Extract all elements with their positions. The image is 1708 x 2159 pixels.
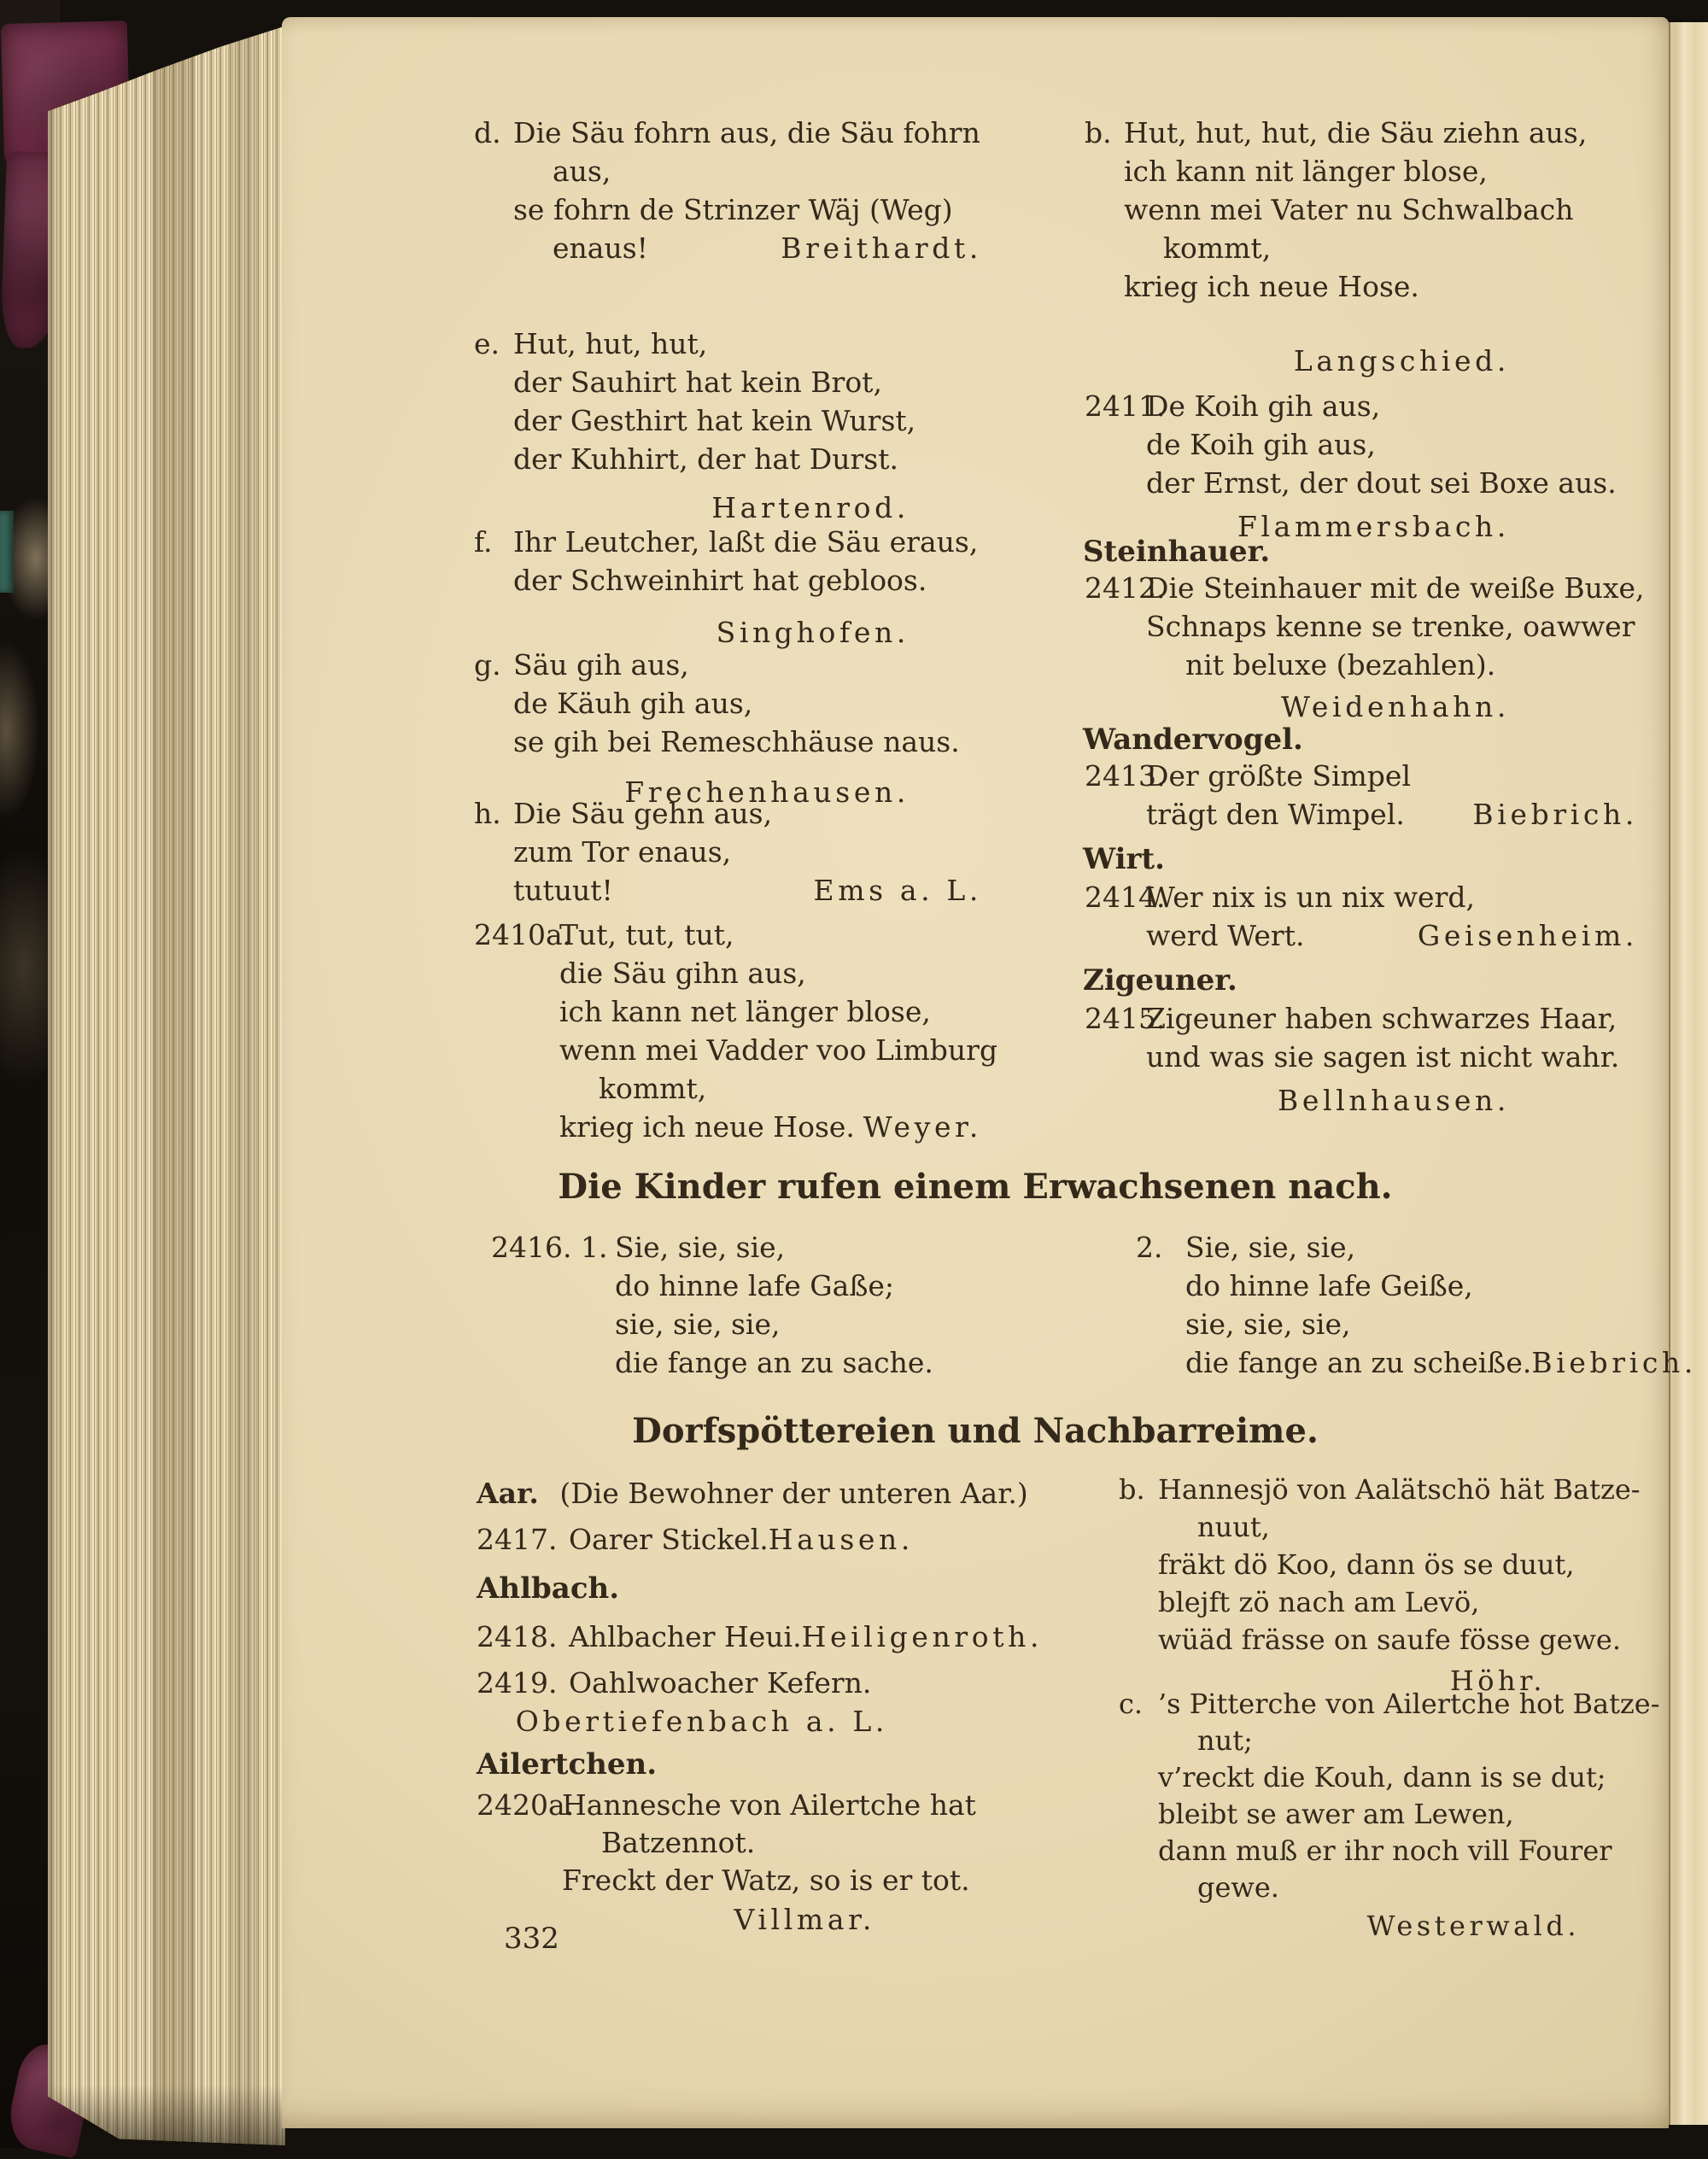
category-heading-zigeuner: Zigeuner. xyxy=(1083,963,1237,998)
poem-2410a xyxy=(474,916,998,1146)
village-poem-c xyxy=(1119,1686,1660,1945)
poem-f xyxy=(474,523,982,652)
attribution: Hausen. xyxy=(768,1523,915,1556)
poem-label: e. xyxy=(474,327,500,360)
poem-line xyxy=(1185,1343,1697,1382)
village-poem-b xyxy=(1119,1471,1640,1700)
attribution: Heiligenroth. xyxy=(801,1620,1044,1653)
poem-label: 2420a. xyxy=(477,1788,575,1822)
poem-2411 xyxy=(1085,387,1638,546)
poem-line: krieg ich neue Hose. xyxy=(1124,270,1419,303)
poem-2414 xyxy=(1085,878,1638,955)
verse-label: 1. xyxy=(581,1231,608,1264)
attribution-line xyxy=(1146,1081,1638,1120)
poem-line: Hannesche von Ailertche hat xyxy=(562,1788,976,1822)
poem-line: Batzennot. xyxy=(601,1826,756,1859)
poem-line-text: werd Wert. xyxy=(1146,919,1305,952)
poem-2415 xyxy=(1085,999,1638,1120)
poem-line: Die Säu fohrn aus, die Säu fohrn xyxy=(513,116,980,149)
poem-line: fräkt dö Koo, dann ös se duut, xyxy=(1158,1548,1575,1581)
attribution-line xyxy=(1158,1908,1640,1945)
attribution: Weidenhahn. xyxy=(1281,690,1510,723)
poem-2413 xyxy=(1085,757,1638,834)
poem-label: 2415. xyxy=(1085,1002,1166,1035)
village-item-2420a xyxy=(477,1787,976,1939)
poem-h xyxy=(474,794,982,910)
poem-g xyxy=(474,646,982,811)
bookmark-ribbon xyxy=(0,511,14,593)
attribution: Singhofen. xyxy=(716,616,910,649)
page-fore-edge-stack xyxy=(48,15,285,2145)
poem-line-text: enaus! xyxy=(553,231,648,265)
poem-line: do hinne lafe Geiße, xyxy=(1185,1269,1473,1302)
poem-label: g. xyxy=(474,648,501,682)
poem-line: der Sauhirt hat kein Brot, xyxy=(513,366,882,399)
poem-line: se fohrn de Strinzer Wäj (Weg) xyxy=(513,193,953,226)
poem-line: der Schweinhirt hat gebloos. xyxy=(513,564,927,597)
attribution: Villmar. xyxy=(734,1903,875,1936)
poem-label: c. xyxy=(1119,1688,1144,1720)
poem-line: ’s Pitterche von Ailertche hot Batze- xyxy=(1158,1688,1660,1720)
poem-line: blejft zö nach am Levö, xyxy=(1158,1586,1480,1618)
poem-line: wenn mei Vater nu Schwalbach xyxy=(1124,193,1574,226)
poem-line-text: die fange an zu scheiße. xyxy=(1185,1346,1532,1379)
poem-line: gewe. xyxy=(1197,1871,1279,1904)
poem-number: 2416. xyxy=(491,1231,572,1264)
poem-line: de Koih gih aus, xyxy=(1146,428,1376,461)
attribution: Langschied. xyxy=(1293,344,1510,377)
village-heading-aar: Aar. xyxy=(477,1477,539,1510)
item-text xyxy=(477,1520,769,1559)
poem-line: sie, sie, sie, xyxy=(1185,1308,1351,1341)
poem-b xyxy=(1085,114,1638,380)
attribution: Biebrich. xyxy=(1472,798,1638,831)
poem-line: Die Steinhauer mit de weiße Buxe, xyxy=(1146,571,1645,605)
poem-2412 xyxy=(1085,569,1645,726)
page-right-edge xyxy=(1669,22,1708,2125)
poem-line: v’reckt die Kouh, dann is se dut; xyxy=(1158,1761,1606,1793)
poem-d xyxy=(474,114,982,267)
category-heading-wirt: Wirt. xyxy=(1083,842,1165,876)
children-verse-1 xyxy=(491,1228,1003,1382)
attribution: Flammersbach. xyxy=(1237,510,1510,543)
attribution: Höhr. xyxy=(1449,1665,1546,1697)
attribution: Obertiefenbach a. L. xyxy=(515,1705,888,1738)
item-number: 2418. xyxy=(477,1620,558,1653)
poem-line: Hut, hut, hut, xyxy=(513,327,708,360)
poem-line: Tut, tut, tut, xyxy=(559,918,734,951)
poem-line xyxy=(513,871,982,910)
poem-line: Sie, sie, sie, xyxy=(1185,1231,1356,1264)
poem-line: aus, xyxy=(553,155,611,188)
attribution-line xyxy=(477,1702,888,1741)
poem-line: wüäd frässe on saufe fösse gewe. xyxy=(1158,1624,1621,1656)
poem-label: h. xyxy=(474,797,501,830)
poem-label: b. xyxy=(1119,1473,1145,1506)
village-note: (Die Bewohner der unteren Aar.) xyxy=(559,1477,1028,1510)
poem-line: Die Säu gehn aus, xyxy=(513,797,773,830)
attribution-line xyxy=(513,489,982,527)
poem-line xyxy=(553,229,982,267)
item-number: 2419. xyxy=(477,1666,558,1700)
poem-line: die Säu gihn aus, xyxy=(559,957,806,990)
poem-label: 2412. xyxy=(1085,571,1166,605)
poem-line: wenn mei Vadder voo Limburg xyxy=(559,1033,998,1067)
attribution: Ems a. L. xyxy=(813,874,982,907)
poem-line: zum Tor enaus, xyxy=(513,835,732,869)
poem-line: Sie, sie, sie, xyxy=(615,1231,786,1264)
village-heading-ahlbach: Ahlbach. xyxy=(477,1571,620,1606)
poem-line: kommt, xyxy=(1163,231,1272,265)
item-phrase: Ahlbacher Heui. xyxy=(569,1620,802,1653)
attribution-line xyxy=(562,1901,888,1939)
attribution-line xyxy=(1146,687,1638,726)
attribution: Hartenrod. xyxy=(711,491,910,524)
poem-line-text: krieg ich neue Hose. xyxy=(559,1110,855,1144)
poem-line: nuut, xyxy=(1197,1511,1270,1543)
poem-line: der Gesthirt hat kein Wurst, xyxy=(513,404,916,437)
poem-label: b. xyxy=(1085,116,1112,149)
poem-line-text: trägt den Wimpel. xyxy=(1146,798,1405,831)
village-aar-row xyxy=(477,1474,1028,1512)
poem-line: der Ernst, der dout sei Boxe aus. xyxy=(1146,466,1617,500)
category-heading-wandervogel: Wandervogel. xyxy=(1083,723,1303,757)
poem-line: Schnaps kenne se trenke, oawwer xyxy=(1146,610,1635,643)
poem-line: kommt, xyxy=(599,1072,707,1105)
item-text xyxy=(477,1664,888,1702)
verse-label: 2. xyxy=(1136,1231,1163,1264)
poem-line: die fange an zu sache. xyxy=(615,1346,933,1379)
poem-line: Hut, hut, hut, die Säu ziehn aus, xyxy=(1124,116,1588,149)
poem-line: se gih bei Remeschhäuse naus. xyxy=(513,725,960,758)
attribution: Biebrich. xyxy=(1531,1346,1697,1379)
poem-line: Der größte Simpel xyxy=(1146,759,1412,793)
item-phrase: Oarer Stickel. xyxy=(569,1523,769,1556)
attribution: Weyer. xyxy=(863,1110,982,1144)
poem-line: ich kann net länger blose, xyxy=(559,995,931,1028)
item-phrase: Oahlwoacher Kefern. xyxy=(569,1666,872,1700)
poem-line xyxy=(1146,916,1638,955)
poem-line: Säu gih aus, xyxy=(513,648,689,682)
village-item-2418 xyxy=(477,1618,1044,1656)
attribution: Westerwald. xyxy=(1366,1910,1580,1942)
attribution: Geisenheim. xyxy=(1417,919,1638,952)
attribution: Breithardt. xyxy=(781,231,982,265)
poem-line: Hannesjö von Aalätschö hät Batze- xyxy=(1158,1473,1641,1506)
poem-line: sie, sie, sie, xyxy=(615,1308,781,1341)
attribution-line xyxy=(1124,342,1638,380)
poem-e xyxy=(474,325,982,527)
poem-line: de Käuh gih aus, xyxy=(513,687,753,720)
poem-line: Wer nix is un nix werd, xyxy=(1146,881,1475,914)
poem-line-text: tutuut! xyxy=(513,874,613,907)
item-number: 2417. xyxy=(477,1523,558,1556)
attribution: Frechenhausen. xyxy=(624,775,910,809)
village-item-2419 xyxy=(477,1664,888,1741)
poem-line: nit beluxe (bezahlen). xyxy=(1185,648,1496,682)
village-heading-ailertchen: Ailertchen. xyxy=(477,1747,658,1782)
poem-line: Ihr Leutcher, laßt die Säu eraus, xyxy=(513,525,979,559)
poem-label: 2414. xyxy=(1085,881,1166,914)
page-number: 332 xyxy=(504,1922,559,1956)
poem-line: Freckt der Watz, so is er tot. xyxy=(562,1864,970,1897)
poem-line: ich kann nit länger blose, xyxy=(1124,155,1488,188)
poem-line: nut; xyxy=(1197,1724,1253,1757)
poem-line: Zigeuner haben schwarzes Haar, xyxy=(1146,1002,1617,1035)
section-heading-villages: Dorfspöttereien und Nachbarreime. xyxy=(632,1411,1319,1451)
poem-label: d. xyxy=(474,116,501,149)
poem-line xyxy=(559,1108,982,1146)
poem-label: 2413. xyxy=(1085,759,1166,793)
poem-line: und was sie sagen ist nicht wahr. xyxy=(1146,1040,1620,1074)
poem-line: De Koih gih aus, xyxy=(1146,389,1381,423)
poem-line: bleibt se awer am Lewen, xyxy=(1158,1798,1514,1830)
section-heading-children: Die Kinder rufen einem Erwachsenen nach. xyxy=(558,1167,1393,1207)
children-verse-2 xyxy=(1136,1228,1697,1382)
poem-label: 2411. xyxy=(1085,389,1166,423)
poem-line: der Kuhhirt, der hat Durst. xyxy=(513,442,898,476)
attribution: Bellnhausen. xyxy=(1278,1084,1510,1117)
poem-line: dann muß er ihr noch vill Fourer xyxy=(1158,1834,1612,1867)
poem-line xyxy=(1146,795,1638,834)
item-text xyxy=(477,1618,802,1656)
poem-label: f. xyxy=(474,525,493,559)
category-heading-steinhauer: Steinhauer. xyxy=(1083,535,1271,569)
village-item-2417 xyxy=(477,1520,915,1559)
poem-line: do hinne lafe Gaße; xyxy=(615,1269,895,1302)
poem-label: 2410a. xyxy=(474,918,572,951)
